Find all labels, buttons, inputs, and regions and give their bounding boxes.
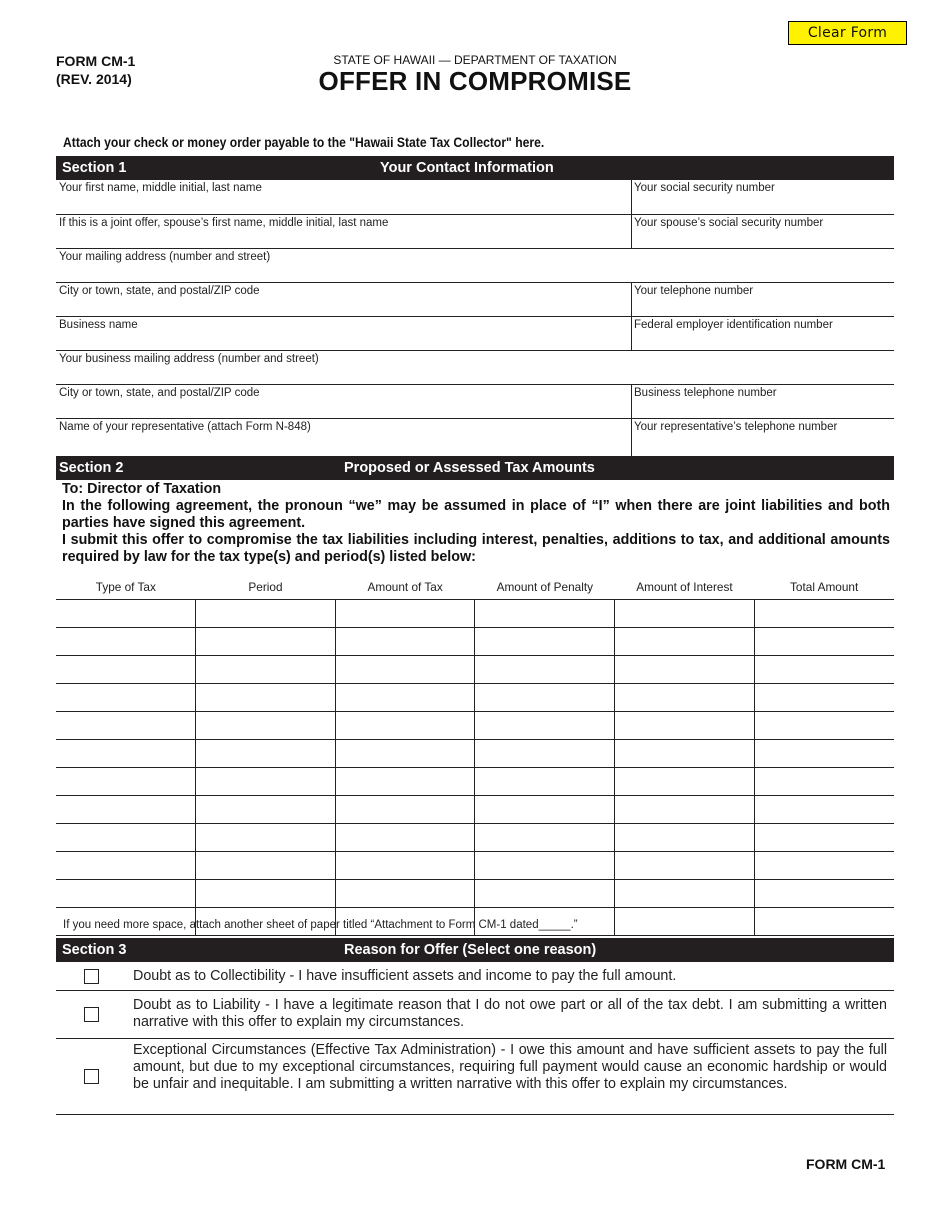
table-cell-input[interactable] [615, 852, 755, 880]
table-cell-input[interactable] [615, 656, 755, 684]
table-cell-input[interactable] [615, 824, 755, 852]
col-amount-of-tax: Amount of Tax [335, 575, 475, 600]
mailing-address-field[interactable] [56, 249, 894, 283]
table-cell-input[interactable] [335, 852, 475, 880]
reason-collectibility-text: Doubt as to Collectibility - I have insufficient assets and income to pay the full amount. [133, 968, 677, 984]
representative-field[interactable] [56, 419, 631, 456]
business-phone-label: Business telephone number [634, 387, 777, 399]
table-header-row [56, 575, 894, 600]
table-cell-input[interactable] [56, 684, 196, 712]
table-cell-input[interactable] [335, 740, 475, 768]
section1-header [56, 156, 894, 180]
table-cell-input[interactable] [56, 880, 196, 908]
clear-form-button[interactable]: Clear Form [788, 21, 907, 45]
table-cell-input[interactable] [754, 796, 894, 824]
table-cell-input[interactable] [475, 768, 615, 796]
ssn-field[interactable] [631, 180, 894, 215]
table-cell-input[interactable] [56, 712, 196, 740]
spouse-ssn-field[interactable] [631, 215, 894, 249]
form-revision: (REV. 2014) [56, 71, 132, 87]
table-cell-input[interactable] [196, 768, 336, 796]
table-cell-input[interactable] [475, 600, 615, 628]
attach-check-note: Attach your check or money order payable to the "Hawaii State Tax Collector" here. [63, 135, 545, 150]
table-cell-input[interactable] [335, 712, 475, 740]
collectibility-checkbox[interactable] [84, 969, 99, 984]
table-cell-input[interactable] [196, 796, 336, 824]
col-period: Period [196, 575, 336, 600]
footer-form-number: FORM CM-1 [806, 1156, 886, 1172]
table-cell-input[interactable] [196, 656, 336, 684]
table-cell-input[interactable] [335, 628, 475, 656]
phone-label: Your telephone number [634, 285, 754, 297]
tax-amounts-table [56, 575, 894, 936]
spouse-name-label: If this is a joint offer, spouse’s first name, middle initial, last name [59, 217, 389, 229]
table-cell-input[interactable] [615, 768, 755, 796]
ssn-label: Your social security number [634, 182, 775, 194]
table-row [56, 768, 894, 796]
form-title: OFFER IN COMPROMISE [318, 66, 632, 96]
divider [631, 180, 632, 249]
name-field[interactable] [56, 180, 631, 215]
table-cell-input[interactable] [475, 852, 615, 880]
business-name-field[interactable] [56, 317, 631, 351]
divider [631, 385, 632, 456]
table-cell-input[interactable] [475, 628, 615, 656]
col-amount-of-interest: Amount of Interest [615, 575, 755, 600]
divider [631, 283, 632, 351]
table-cell-input[interactable] [615, 740, 755, 768]
reason-collectibility [56, 962, 894, 991]
section3-number: Section 3 [62, 942, 127, 958]
table-cell-input[interactable] [754, 656, 894, 684]
liability-checkbox[interactable] [84, 1007, 99, 1022]
table-cell-input[interactable] [754, 852, 894, 880]
more-space-note: If you need more space, attach another sheet of paper titled “Attachment to Form CM-1 dated_____.” [63, 919, 578, 931]
mailing-address-label: Your mailing address (number and street) [59, 251, 271, 263]
table-cell-input[interactable] [754, 740, 894, 768]
business-city-field[interactable] [56, 385, 631, 419]
table-cell-input[interactable] [615, 600, 755, 628]
business-city-label: City or town, state, and postal/ZIP code [59, 387, 260, 399]
col-total-amount: Total Amount [754, 575, 894, 600]
table-cell-input[interactable] [615, 628, 755, 656]
table-cell-input[interactable] [56, 740, 196, 768]
table-cell-input[interactable] [335, 656, 475, 684]
table-cell-input[interactable] [754, 684, 894, 712]
section2-number: Section 2 [59, 460, 124, 476]
table-row [56, 600, 894, 628]
table-cell-input[interactable] [196, 600, 336, 628]
fein-field[interactable] [631, 317, 894, 351]
table-cell-input[interactable] [475, 740, 615, 768]
section2-heading: Proposed or Assessed Tax Amounts [344, 460, 595, 476]
table-row [56, 656, 894, 684]
table-cell-input[interactable] [335, 600, 475, 628]
table-cell-input[interactable] [754, 824, 894, 852]
section2-intro [62, 481, 890, 566]
reason-liability [56, 991, 894, 1039]
table-row [56, 684, 894, 712]
table-row [56, 796, 894, 824]
table-row [56, 740, 894, 768]
table-cell-input[interactable] [615, 908, 755, 936]
table-cell-input[interactable] [335, 684, 475, 712]
city-field[interactable] [56, 283, 631, 317]
addressee: To: Director of Taxation [62, 481, 222, 497]
section3-header [56, 938, 894, 962]
section1-number: Section 1 [62, 160, 127, 176]
spouse-ssn-label: Your spouse’s social security number [634, 217, 824, 229]
business-address-label: Your business mailing address (number and street) [59, 353, 319, 365]
table-cell-input[interactable] [615, 712, 755, 740]
table-cell-input[interactable] [615, 796, 755, 824]
phone-field[interactable] [631, 283, 894, 317]
table-cell-input[interactable] [196, 712, 336, 740]
table-cell-input[interactable] [475, 824, 615, 852]
table-cell-input[interactable] [56, 824, 196, 852]
table-cell-input[interactable] [615, 880, 755, 908]
fein-label: Federal employer identification number [634, 319, 833, 331]
table-cell-input[interactable] [475, 796, 615, 824]
table-cell-input[interactable] [196, 852, 336, 880]
representative-label: Name of your representative (attach Form N-848) [59, 421, 311, 433]
offer-statement: I submit this offer to compromise the tax liabilities including interest, penalties, additions to tax, and additional amounts required by law for the tax type(s) and period(s) listed below: [62, 532, 890, 565]
table-cell-input[interactable] [56, 768, 196, 796]
form-number: FORM CM-1 [56, 53, 136, 69]
table-cell-input[interactable] [196, 740, 336, 768]
section1-heading: Your Contact Information [380, 160, 554, 176]
table-cell-input[interactable] [475, 656, 615, 684]
table-cell-input[interactable] [475, 880, 615, 908]
table-row [56, 628, 894, 656]
table-cell-input[interactable] [754, 768, 894, 796]
table-cell-input[interactable] [56, 656, 196, 684]
table-cell-input[interactable] [754, 712, 894, 740]
table-cell-input[interactable] [335, 768, 475, 796]
representative-phone-field[interactable] [631, 419, 894, 456]
reason-exceptional [56, 1039, 894, 1115]
table-cell-input[interactable] [615, 684, 755, 712]
table-cell-input[interactable] [196, 628, 336, 656]
table-cell-input[interactable] [475, 684, 615, 712]
table-cell-input[interactable] [196, 880, 336, 908]
col-amount-of-penalty: Amount of Penalty [475, 575, 615, 600]
table-row [56, 880, 894, 908]
table-cell-input[interactable] [56, 600, 196, 628]
col-type-of-tax: Type of Tax [56, 575, 196, 600]
section3-heading: Reason for Offer (Select one reason) [344, 942, 597, 958]
table-cell-input[interactable] [754, 880, 894, 908]
reason-liability-text: Doubt as to Liability - I have a legitimate reason that I do not owe part or all of the tax debt. I am submitting a written narrative with this offer to explain my circumstances. [133, 997, 887, 1030]
business-address-field[interactable] [56, 351, 894, 385]
table-cell-input[interactable] [196, 684, 336, 712]
city-label: City or town, state, and postal/ZIP code [59, 285, 260, 297]
pronoun-note: In the following agreement, the pronoun “we” may be assumed in place of “I” when there are joint liabilities and both parties have signed this agreement. [62, 498, 890, 531]
representative-phone-label: Your representative’s telephone number [634, 421, 838, 433]
exceptional-checkbox[interactable] [84, 1069, 99, 1084]
table-cell-input[interactable] [754, 908, 894, 936]
reason-exceptional-text: Exceptional Circumstances (Effective Tax Administration) - I owe this amount and have sufficient assets to pay the full amount, but due to my exceptional circumstances, requiring full payment would cause an economic hardship or would be unfair and inequitable. I am submitting a written narrative with this offer to explain my circumstances. [133, 1042, 887, 1092]
table-cell-input[interactable] [335, 880, 475, 908]
table-cell-input[interactable] [754, 600, 894, 628]
table-row [56, 824, 894, 852]
table-cell-input[interactable] [196, 824, 336, 852]
table-cell-input[interactable] [56, 628, 196, 656]
table-cell-input[interactable] [56, 852, 196, 880]
table-cell-input[interactable] [56, 796, 196, 824]
business-name-label: Business name [59, 319, 138, 331]
table-cell-input[interactable] [475, 712, 615, 740]
table-row [56, 712, 894, 740]
name-label: Your first name, middle initial, last name [59, 182, 262, 194]
table-cell-input[interactable] [754, 628, 894, 656]
table-cell-input[interactable] [335, 824, 475, 852]
table-row [56, 852, 894, 880]
spouse-name-field[interactable] [56, 215, 631, 249]
section2-header [56, 456, 894, 480]
table-cell-input[interactable] [335, 796, 475, 824]
agency-name: STATE OF HAWAII — DEPARTMENT OF TAXATION [333, 53, 617, 67]
business-phone-field[interactable] [631, 385, 894, 419]
